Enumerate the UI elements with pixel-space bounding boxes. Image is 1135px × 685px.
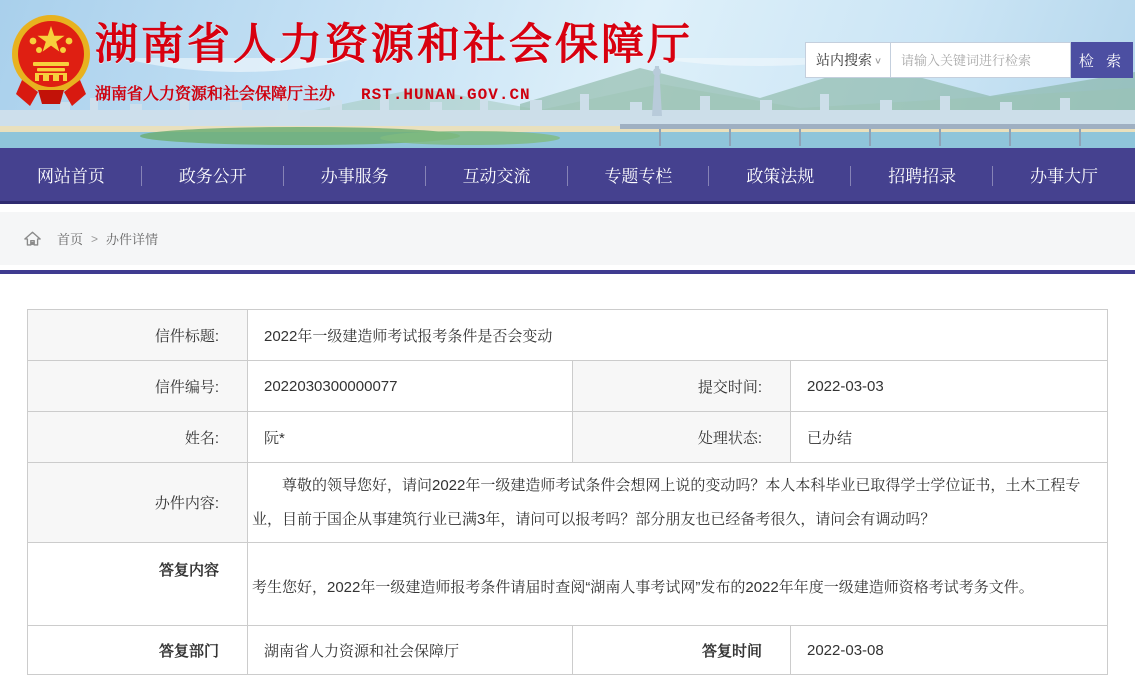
table-row-name [28,412,1108,463]
site-search [805,42,1133,78]
nav-item-zhengwu[interactable]: 政务公开 [142,148,284,201]
site-domain-text: RST.HUNAN.GOV.CN [361,86,531,105]
header-banner [0,0,1135,148]
national-emblem-logo [10,10,92,114]
content-value [248,463,1108,543]
name-value: 阮* [248,412,573,463]
purple-divider [0,270,1135,274]
reply-dept-label: 答复部门 [28,626,248,675]
submit-time-label: 提交时间: [573,361,791,412]
submit-time-value: 2022-03-03 [791,361,1108,412]
content-label: 办件内容: [28,463,248,543]
table-row-number [28,361,1108,412]
home-icon[interactable] [24,231,41,247]
main-nav [0,148,1135,204]
reply-content-label: 答复内容 [28,543,248,626]
letter-title-label: 信件标题: [28,310,248,361]
nav-item-zhaopin[interactable]: 招聘招录 [851,148,993,201]
search-input[interactable] [891,42,1071,78]
breadcrumb-home-link[interactable]: 首页 [57,232,84,247]
letter-title-value: 2022年一级建造师考试报考条件是否会变动 [248,310,1108,361]
nav-item-banshi[interactable]: 办事服务 [284,148,426,201]
search-scope-label: 站内搜索 [816,52,872,68]
letter-detail-table [27,309,1108,675]
table-row-content [28,463,1108,543]
nav-item-zhuanti[interactable]: 专题专栏 [568,148,710,201]
reply-dept-value: 湖南省人力资源和社会保障厅 [248,626,573,675]
site-sponsor-text: 湖南省人力资源和社会保障厅主办 [95,86,336,104]
reply-time-label: 答复时间 [573,626,791,675]
table-row-title [28,310,1108,361]
table-row-reply-content [28,543,1108,626]
search-scope-select[interactable] [805,42,891,78]
breadcrumb-current: 办件详情 [106,232,159,247]
content-text: 尊敬的领导您好，请问2022年一级建造师考试条件会想网上说的变动吗？本人本科毕业已取得学士学位证书，土木工程专业，目前于国企从事建筑行业已满3年，请问可以报考吗？部分朋友也已经备考很久，请问会有调动吗？ [252,476,1081,528]
chevron-down-icon: ∨ [873,55,882,66]
nav-item-home[interactable]: 网站首页 [0,148,142,201]
site-title: 湖南省人力资源和社会保障厅 [95,21,693,69]
nav-item-zhengce[interactable]: 政策法规 [709,148,851,201]
breadcrumb-separator: > [91,231,99,246]
site-subtitle [95,81,693,104]
letter-number-label: 信件编号: [28,361,248,412]
breadcrumb-bar [0,212,1135,265]
status-label: 处理状态: [573,412,791,463]
nav-item-dating[interactable]: 办事大厅 [1030,167,1099,186]
nav-item-hudong[interactable]: 互动交流 [426,148,568,201]
table-row-reply-dept [28,626,1108,675]
letter-number-value: 2022030300000077 [248,361,573,412]
status-value: 已办结 [791,412,1108,463]
search-button[interactable]: 检 索 [1071,42,1133,78]
breadcrumb [57,229,158,248]
name-label: 姓名: [28,412,248,463]
reply-time-value: 2022-03-08 [791,626,1108,675]
reply-content-value: 考生您好，2022年一级建造师报考条件请届时查阅“湖南人事考试网”发布的2022年年度一级建造师资格考试考务文件。 [248,543,1108,626]
